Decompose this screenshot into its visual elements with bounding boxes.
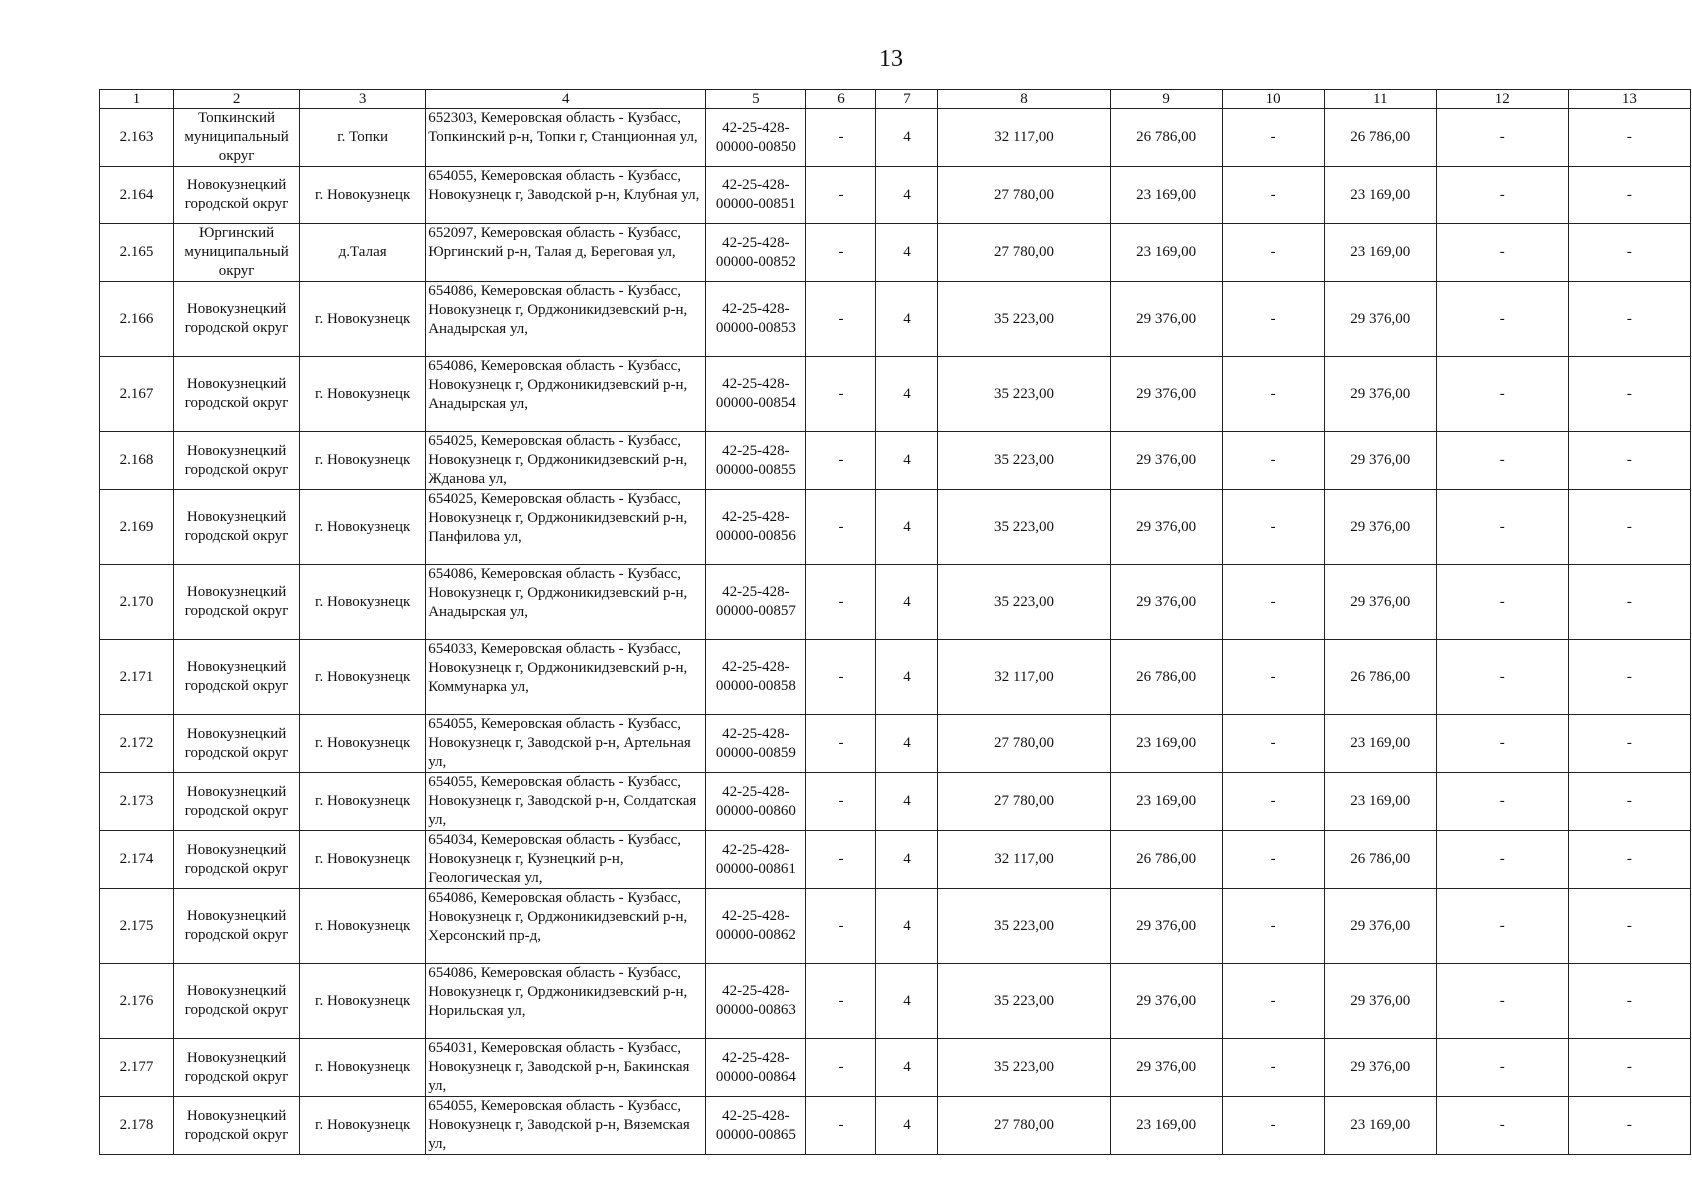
col9-cell: 29 376,00 [1110, 964, 1222, 1039]
col9-cell: 29 376,00 [1110, 357, 1222, 432]
locality-cell: г. Новокузнецк [300, 490, 426, 565]
col12-cell: - [1436, 167, 1568, 224]
column-header: 3 [300, 90, 426, 109]
code-cell: 42-25-428-00000-00855 [706, 432, 806, 490]
locality-cell: г. Новокузнецк [300, 357, 426, 432]
col12-cell: - [1436, 640, 1568, 715]
address-cell: 654025, Кемеровская область - Кузбасс, Новокузнецк г, Орджоникидзевский р-н, Жданова ул, [426, 432, 706, 490]
col9-cell: 26 786,00 [1110, 640, 1222, 715]
table-row [100, 357, 1691, 432]
row-number: 2.170 [100, 565, 174, 640]
district-cell: Новокузнецкий городской округ [174, 565, 300, 640]
table-body [100, 109, 1691, 1155]
col7-cell: 4 [876, 773, 938, 831]
table-row [100, 224, 1691, 282]
address-cell: 654086, Кемеровская область - Кузбасс, Новокузнецк г, Орджоникидзевский р-н, Анадырская ул, [426, 357, 706, 432]
locality-cell: г. Новокузнецк [300, 565, 426, 640]
col10-cell: - [1222, 490, 1324, 565]
col6-cell: - [806, 109, 876, 167]
col7-cell: 4 [876, 1039, 938, 1097]
code-cell: 42-25-428-00000-00852 [706, 224, 806, 282]
locality-cell: д.Талая [300, 224, 426, 282]
col10-cell: - [1222, 109, 1324, 167]
district-cell: Юргинский муниципальный округ [174, 224, 300, 282]
col13-cell: - [1568, 167, 1690, 224]
col12-cell: - [1436, 1097, 1568, 1155]
row-number: 2.175 [100, 889, 174, 964]
col13-cell: - [1568, 773, 1690, 831]
col6-cell: - [806, 432, 876, 490]
column-number-row [100, 90, 1691, 109]
col8-cell: 27 780,00 [938, 224, 1110, 282]
col11-cell: 29 376,00 [1324, 490, 1436, 565]
address-cell: 652097, Кемеровская область - Кузбасс, Юргинский р-н, Талая д, Береговая ул, [426, 224, 706, 282]
code-cell: 42-25-428-00000-00859 [706, 715, 806, 773]
col7-cell: 4 [876, 282, 938, 357]
col6-cell: - [806, 167, 876, 224]
row-number: 2.167 [100, 357, 174, 432]
table-row [100, 282, 1691, 357]
col9-cell: 29 376,00 [1110, 432, 1222, 490]
row-number: 2.173 [100, 773, 174, 831]
col9-cell: 23 169,00 [1110, 224, 1222, 282]
district-cell: Новокузнецкий городской округ [174, 1039, 300, 1097]
table-row [100, 889, 1691, 964]
col12-cell: - [1436, 282, 1568, 357]
col10-cell: - [1222, 964, 1324, 1039]
table-row [100, 773, 1691, 831]
col9-cell: 29 376,00 [1110, 565, 1222, 640]
col11-cell: 26 786,00 [1324, 831, 1436, 889]
col10-cell: - [1222, 889, 1324, 964]
col6-cell: - [806, 282, 876, 357]
col13-cell: - [1568, 432, 1690, 490]
col10-cell: - [1222, 831, 1324, 889]
col10-cell: - [1222, 640, 1324, 715]
col8-cell: 27 780,00 [938, 167, 1110, 224]
table-row [100, 1097, 1691, 1155]
district-cell: Новокузнецкий городской округ [174, 1097, 300, 1155]
address-cell: 654034, Кемеровская область - Кузбасс, Новокузнецк г, Кузнецкий р-н, Геологическая ул, [426, 831, 706, 889]
col13-cell: - [1568, 964, 1690, 1039]
col9-cell: 23 169,00 [1110, 773, 1222, 831]
col7-cell: 4 [876, 109, 938, 167]
row-number: 2.174 [100, 831, 174, 889]
col7-cell: 4 [876, 565, 938, 640]
table-row [100, 565, 1691, 640]
col11-cell: 29 376,00 [1324, 432, 1436, 490]
col9-cell: 29 376,00 [1110, 1039, 1222, 1097]
col6-cell: - [806, 357, 876, 432]
locality-cell: г. Новокузнецк [300, 1039, 426, 1097]
col6-cell: - [806, 640, 876, 715]
code-cell: 42-25-428-00000-00858 [706, 640, 806, 715]
column-header: 7 [876, 90, 938, 109]
column-header: 11 [1324, 90, 1436, 109]
col13-cell: - [1568, 640, 1690, 715]
col11-cell: 29 376,00 [1324, 1039, 1436, 1097]
col9-cell: 26 786,00 [1110, 831, 1222, 889]
col13-cell: - [1568, 490, 1690, 565]
col10-cell: - [1222, 1039, 1324, 1097]
district-cell: Новокузнецкий городской округ [174, 964, 300, 1039]
col6-cell: - [806, 964, 876, 1039]
district-cell: Новокузнецкий городской округ [174, 640, 300, 715]
col7-cell: 4 [876, 964, 938, 1039]
row-number: 2.177 [100, 1039, 174, 1097]
locality-cell: г. Новокузнецк [300, 282, 426, 357]
col12-cell: - [1436, 490, 1568, 565]
table-row [100, 109, 1691, 167]
col12-cell: - [1436, 357, 1568, 432]
code-cell: 42-25-428-00000-00860 [706, 773, 806, 831]
locality-cell: г. Новокузнецк [300, 432, 426, 490]
col6-cell: - [806, 889, 876, 964]
col13-cell: - [1568, 565, 1690, 640]
locality-cell: г. Топки [300, 109, 426, 167]
column-header: 10 [1222, 90, 1324, 109]
col11-cell: 29 376,00 [1324, 282, 1436, 357]
col12-cell: - [1436, 715, 1568, 773]
table-row [100, 432, 1691, 490]
row-number: 2.169 [100, 490, 174, 565]
address-cell: 654055, Кемеровская область - Кузбасс, Новокузнецк г, Заводской р-н, Артельная ул, [426, 715, 706, 773]
locality-cell: г. Новокузнецк [300, 831, 426, 889]
table-row [100, 167, 1691, 224]
district-cell: Топкинский муниципальный округ [174, 109, 300, 167]
col8-cell: 32 117,00 [938, 831, 1110, 889]
code-cell: 42-25-428-00000-00865 [706, 1097, 806, 1155]
col8-cell: 35 223,00 [938, 1039, 1110, 1097]
locality-cell: г. Новокузнецк [300, 773, 426, 831]
column-header: 5 [706, 90, 806, 109]
address-cell: 654086, Кемеровская область - Кузбасс, Новокузнецк г, Орджоникидзевский р-н, Анадырская ул, [426, 565, 706, 640]
col9-cell: 29 376,00 [1110, 282, 1222, 357]
locality-cell: г. Новокузнецк [300, 964, 426, 1039]
column-header: 1 [100, 90, 174, 109]
col8-cell: 35 223,00 [938, 357, 1110, 432]
col7-cell: 4 [876, 831, 938, 889]
column-header: 12 [1436, 90, 1568, 109]
row-number: 2.178 [100, 1097, 174, 1155]
code-cell: 42-25-428-00000-00857 [706, 565, 806, 640]
col7-cell: 4 [876, 490, 938, 565]
row-number: 2.164 [100, 167, 174, 224]
col10-cell: - [1222, 167, 1324, 224]
col13-cell: - [1568, 889, 1690, 964]
col13-cell: - [1568, 1097, 1690, 1155]
row-number: 2.168 [100, 432, 174, 490]
column-header: 13 [1568, 90, 1690, 109]
locality-cell: г. Новокузнецк [300, 889, 426, 964]
col6-cell: - [806, 715, 876, 773]
table-row [100, 490, 1691, 565]
code-cell: 42-25-428-00000-00853 [706, 282, 806, 357]
district-cell: Новокузнецкий городской округ [174, 432, 300, 490]
col7-cell: 4 [876, 357, 938, 432]
data-table [99, 89, 1691, 1155]
col11-cell: 23 169,00 [1324, 1097, 1436, 1155]
col8-cell: 35 223,00 [938, 889, 1110, 964]
col8-cell: 35 223,00 [938, 964, 1110, 1039]
col12-cell: - [1436, 565, 1568, 640]
col12-cell: - [1436, 1039, 1568, 1097]
col9-cell: 23 169,00 [1110, 715, 1222, 773]
row-number: 2.163 [100, 109, 174, 167]
col8-cell: 35 223,00 [938, 432, 1110, 490]
col10-cell: - [1222, 282, 1324, 357]
col13-cell: - [1568, 357, 1690, 432]
address-cell: 654031, Кемеровская область - Кузбасс, Новокузнецк г, Заводской р-н, Бакинская ул, [426, 1039, 706, 1097]
col6-cell: - [806, 1097, 876, 1155]
district-cell: Новокузнецкий городской округ [174, 889, 300, 964]
address-cell: 654033, Кемеровская область - Кузбасс, Новокузнецк г, Орджоникидзевский р-н, Коммунарка ул, [426, 640, 706, 715]
address-cell: 654086, Кемеровская область - Кузбасс, Новокузнецк г, Орджоникидзевский р-н, Норильская ул, [426, 964, 706, 1039]
col12-cell: - [1436, 224, 1568, 282]
col11-cell: 26 786,00 [1324, 109, 1436, 167]
col8-cell: 27 780,00 [938, 1097, 1110, 1155]
address-cell: 654055, Кемеровская область - Кузбасс, Новокузнецк г, Заводской р-н, Вяземская ул, [426, 1097, 706, 1155]
col11-cell: 23 169,00 [1324, 224, 1436, 282]
col7-cell: 4 [876, 1097, 938, 1155]
col11-cell: 23 169,00 [1324, 773, 1436, 831]
address-cell: 654025, Кемеровская область - Кузбасс, Новокузнецк г, Орджоникидзевский р-н, Панфилова ул, [426, 490, 706, 565]
col10-cell: - [1222, 715, 1324, 773]
col11-cell: 23 169,00 [1324, 715, 1436, 773]
col7-cell: 4 [876, 889, 938, 964]
district-cell: Новокузнецкий городской округ [174, 715, 300, 773]
col8-cell: 35 223,00 [938, 490, 1110, 565]
col11-cell: 29 376,00 [1324, 357, 1436, 432]
column-header: 4 [426, 90, 706, 109]
col10-cell: - [1222, 565, 1324, 640]
locality-cell: г. Новокузнецк [300, 640, 426, 715]
col10-cell: - [1222, 432, 1324, 490]
col11-cell: 26 786,00 [1324, 640, 1436, 715]
code-cell: 42-25-428-00000-00850 [706, 109, 806, 167]
col10-cell: - [1222, 357, 1324, 432]
row-number: 2.176 [100, 964, 174, 1039]
col8-cell: 27 780,00 [938, 773, 1110, 831]
col12-cell: - [1436, 889, 1568, 964]
row-number: 2.165 [100, 224, 174, 282]
col8-cell: 35 223,00 [938, 565, 1110, 640]
code-cell: 42-25-428-00000-00856 [706, 490, 806, 565]
page-number: 13 [879, 46, 903, 72]
code-cell: 42-25-428-00000-00854 [706, 357, 806, 432]
table-row [100, 640, 1691, 715]
address-cell: 654055, Кемеровская область - Кузбасс, Новокузнецк г, Заводской р-н, Солдатская ул, [426, 773, 706, 831]
column-header: 8 [938, 90, 1110, 109]
col6-cell: - [806, 1039, 876, 1097]
address-cell: 654086, Кемеровская область - Кузбасс, Новокузнецк г, Орджоникидзевский р-н, Херсонский пр-д, [426, 889, 706, 964]
col12-cell: - [1436, 109, 1568, 167]
table-row [100, 831, 1691, 889]
address-cell: 652303, Кемеровская область - Кузбасс, Топкинский р-н, Топки г, Станционная ул, [426, 109, 706, 167]
district-cell: Новокузнецкий городской округ [174, 773, 300, 831]
col11-cell: 23 169,00 [1324, 167, 1436, 224]
col11-cell: 29 376,00 [1324, 964, 1436, 1039]
code-cell: 42-25-428-00000-00864 [706, 1039, 806, 1097]
code-cell: 42-25-428-00000-00861 [706, 831, 806, 889]
table-row [100, 715, 1691, 773]
district-cell: Новокузнецкий городской округ [174, 282, 300, 357]
code-cell: 42-25-428-00000-00863 [706, 964, 806, 1039]
district-cell: Новокузнецкий городской округ [174, 357, 300, 432]
col6-cell: - [806, 565, 876, 640]
address-cell: 654055, Кемеровская область - Кузбасс, Новокузнецк г, Заводской р-н, Клубная ул, [426, 167, 706, 224]
column-header: 9 [1110, 90, 1222, 109]
district-cell: Новокузнецкий городской округ [174, 167, 300, 224]
col13-cell: - [1568, 224, 1690, 282]
col13-cell: - [1568, 715, 1690, 773]
col10-cell: - [1222, 773, 1324, 831]
col6-cell: - [806, 224, 876, 282]
code-cell: 42-25-428-00000-00862 [706, 889, 806, 964]
col7-cell: 4 [876, 640, 938, 715]
col7-cell: 4 [876, 432, 938, 490]
col10-cell: - [1222, 224, 1324, 282]
col8-cell: 32 117,00 [938, 109, 1110, 167]
table-row [100, 964, 1691, 1039]
col12-cell: - [1436, 773, 1568, 831]
locality-cell: г. Новокузнецк [300, 715, 426, 773]
locality-cell: г. Новокузнецк [300, 1097, 426, 1155]
col7-cell: 4 [876, 224, 938, 282]
col6-cell: - [806, 490, 876, 565]
code-cell: 42-25-428-00000-00851 [706, 167, 806, 224]
col11-cell: 29 376,00 [1324, 889, 1436, 964]
col6-cell: - [806, 831, 876, 889]
locality-cell: г. Новокузнецк [300, 167, 426, 224]
col13-cell: - [1568, 109, 1690, 167]
address-cell: 654086, Кемеровская область - Кузбасс, Новокузнецк г, Орджоникидзевский р-н, Анадырская ул, [426, 282, 706, 357]
col12-cell: - [1436, 831, 1568, 889]
row-number: 2.172 [100, 715, 174, 773]
row-number: 2.166 [100, 282, 174, 357]
col8-cell: 35 223,00 [938, 282, 1110, 357]
col13-cell: - [1568, 282, 1690, 357]
col9-cell: 23 169,00 [1110, 1097, 1222, 1155]
col9-cell: 29 376,00 [1110, 490, 1222, 565]
col7-cell: 4 [876, 167, 938, 224]
col9-cell: 23 169,00 [1110, 167, 1222, 224]
col9-cell: 26 786,00 [1110, 109, 1222, 167]
table-row [100, 1039, 1691, 1097]
col7-cell: 4 [876, 715, 938, 773]
col11-cell: 29 376,00 [1324, 565, 1436, 640]
column-header: 6 [806, 90, 876, 109]
col12-cell: - [1436, 964, 1568, 1039]
col8-cell: 32 117,00 [938, 640, 1110, 715]
col10-cell: - [1222, 1097, 1324, 1155]
row-number: 2.171 [100, 640, 174, 715]
column-header: 2 [174, 90, 300, 109]
district-cell: Новокузнецкий городской округ [174, 831, 300, 889]
col8-cell: 27 780,00 [938, 715, 1110, 773]
col13-cell: - [1568, 831, 1690, 889]
col12-cell: - [1436, 432, 1568, 490]
col13-cell: - [1568, 1039, 1690, 1097]
col9-cell: 29 376,00 [1110, 889, 1222, 964]
district-cell: Новокузнецкий городской округ [174, 490, 300, 565]
col6-cell: - [806, 773, 876, 831]
